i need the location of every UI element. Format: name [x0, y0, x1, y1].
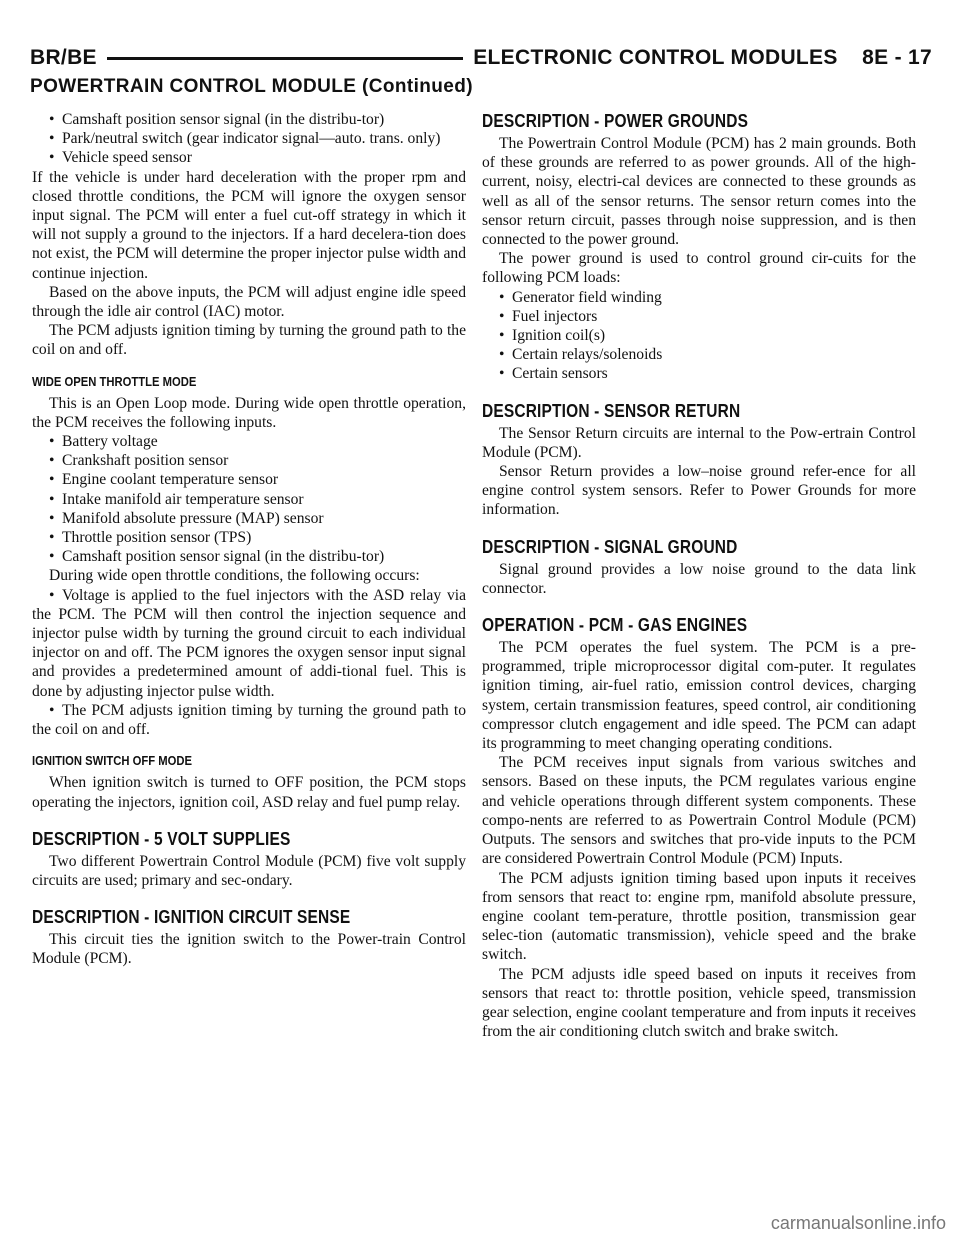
paragraph: The PCM operates the fuel system. The PCM is a pre-programmed, triple microprocessor digital com-puter. It regulates ignition timing, air-fuel ratio, emission control devices, charging system, certain transmission features, speed control, air conditioning compressor clutch engagement and idle speed. The PCM can adapt its programming to meet changing operating conditions. [482, 639, 916, 753]
paragraph: Signal ground provides a low noise ground to the data link connector. [482, 560, 916, 597]
list-item: • Camshaft position sensor signal (in the distribu-tor) [49, 548, 385, 566]
subheading-wide-open-throttle: WIDE OPEN THROTTLE MODE [32, 374, 197, 389]
heading-ignition-circuit-sense: DESCRIPTION - IGNITION CIRCUIT SENSE [32, 907, 351, 928]
list-item: • Manifold absolute pressure (MAP) sensor [49, 509, 324, 527]
paragraph: This is an Open Loop mode. During wide open throttle operation, the PCM receives the following inputs. [32, 394, 466, 431]
list-item: • Camshaft position sensor signal (in the distribu-tor) [49, 111, 385, 128]
list-item: • Throttle position sensor (TPS) [49, 529, 252, 547]
paragraph: The PCM receives input signals from various switches and sensors. Based on these inputs, the PCM regulates various engine and vehicle operations through different system components. These compo-nents are referred to as Powertrain Control Module (PCM) Outputs. The sensors and switches that pro-vide inputs to the PCM are considered Powertrain Control Module (PCM) Inputs. [482, 754, 916, 868]
subheading-ignition-switch-off: IGNITION SWITCH OFF MODE [32, 754, 192, 769]
right-column [482, 110, 916, 1041]
list-item: • Ignition coil(s) [499, 327, 606, 345]
left-column [32, 110, 466, 969]
paragraph: If the vehicle is under hard deceleration with the proper rpm and closed throttle conditions, the PCM will ignore the oxygen sensor input signal. The PCM will enter a fuel cut-off strategy in which it will not supply a ground to the injectors. If a hard decelera-tion does not exist, the PCM will determine the proper injector pulse width and continue injection. [32, 168, 466, 282]
list-item: • Engine coolant temperature sensor [49, 471, 279, 489]
watermark-text: carmanualsonline.info [770, 1213, 946, 1233]
list-item: • Voltage is applied to the fuel injectors with the ASD relay via the PCM. The PCM will then control the injection sequence and injector pulse width by turning the ground circuit to each individual injector on and off. The PCM ignores the oxygen sensor input signal and provides a predetermined amount of addi-tional fuel. This is done by adjusting injector pulse width. [32, 586, 466, 700]
paragraph: The PCM adjusts ignition timing by turning the ground path to the coil on and off. [32, 322, 466, 359]
page-header [30, 40, 932, 74]
paragraph: Two different Powertrain Control Module (PCM) five volt supply circuits are used; primary and sec-ondary. [32, 852, 466, 889]
heading-power-grounds: DESCRIPTION - POWER GROUNDS [482, 111, 749, 131]
list-item: • Generator field winding [499, 288, 662, 306]
paragraph: Based on the above inputs, the PCM will adjust engine idle speed through the idle air control (IAC) motor. [32, 283, 466, 321]
list-item: • Park/neutral switch (gear indicator signal—auto. trans. only) [49, 130, 441, 148]
heading-signal-ground: DESCRIPTION - SIGNAL GROUND [482, 536, 738, 557]
header-chapter-title: ELECTRONIC CONTROL MODULES 8E - 17 [463, 46, 932, 70]
paragraph: This circuit ties the ignition switch to the Power-train Control Module (PCM). [32, 931, 466, 968]
list-item: • The PCM adjusts ignition timing by turning the ground path to the coil on and off. [32, 701, 466, 739]
paragraph: The Sensor Return circuits are internal to the Pow-ertrain Control Module (PCM). [482, 424, 916, 461]
section-title: POWERTRAIN CONTROL MODULE (Continued) [30, 76, 473, 97]
paragraph: The PCM adjusts ignition timing based upon inputs it receives from sensors that react to: engine rpm, manifold absolute pressure, engine coolant tem-perature, throttle position, transmission gear selec-tion (automatic transmission), vehicle speed and the brake switch. [482, 869, 916, 964]
list-item: • Vehicle speed sensor [49, 149, 192, 167]
heading-operation-pcm: OPERATION - PCM - GAS ENGINES [482, 615, 748, 636]
list-item: • Battery voltage [49, 433, 158, 451]
paragraph: The PCM adjusts idle speed based on inputs it receives from sensors that react to: throttle position, vehicle speed, transmission gear selection, engine coolant temperature and from inputs it receives from the air conditioning clutch switch and brake switch. [482, 965, 916, 1041]
paragraph: The power ground is used to control ground cir-cuits for the following PCM loads: [482, 250, 916, 287]
list-item: • Fuel injectors [499, 307, 598, 325]
heading-sensor-return: DESCRIPTION - SENSOR RETURN [482, 400, 741, 421]
list-item: • Intake manifold air temperature sensor [49, 490, 304, 508]
paragraph: During wide open throttle conditions, the following occurs: [49, 567, 420, 585]
heading-5-volt-supplies: DESCRIPTION - 5 VOLT SUPPLIES [32, 828, 291, 849]
paragraph: The Powertrain Control Module (PCM) has 2 main grounds. Both of these grounds are referred to as power grounds. All of the high-current, noisy, electri-cal devices are connected to these grounds as well as all of the sensor returns. The sensor return comes into the sensor return circuit, passes through noise suppression, and is then connected to the power ground. [482, 135, 916, 249]
list-item: • Certain relays/solenoids [499, 346, 663, 364]
paragraph: Sensor Return provides a low–noise ground refer-ence for all engine control system sensors. Refer to Power Grounds for more information. [482, 463, 916, 519]
list-item: • Crankshaft position sensor [49, 452, 229, 470]
header-model-code: BR/BE [30, 46, 107, 70]
paragraph: When ignition switch is turned to OFF position, the PCM stops operating the injectors, ignition coil, ASD relay and fuel pump relay. [32, 774, 466, 811]
list-item: • Certain sensors [499, 365, 608, 383]
